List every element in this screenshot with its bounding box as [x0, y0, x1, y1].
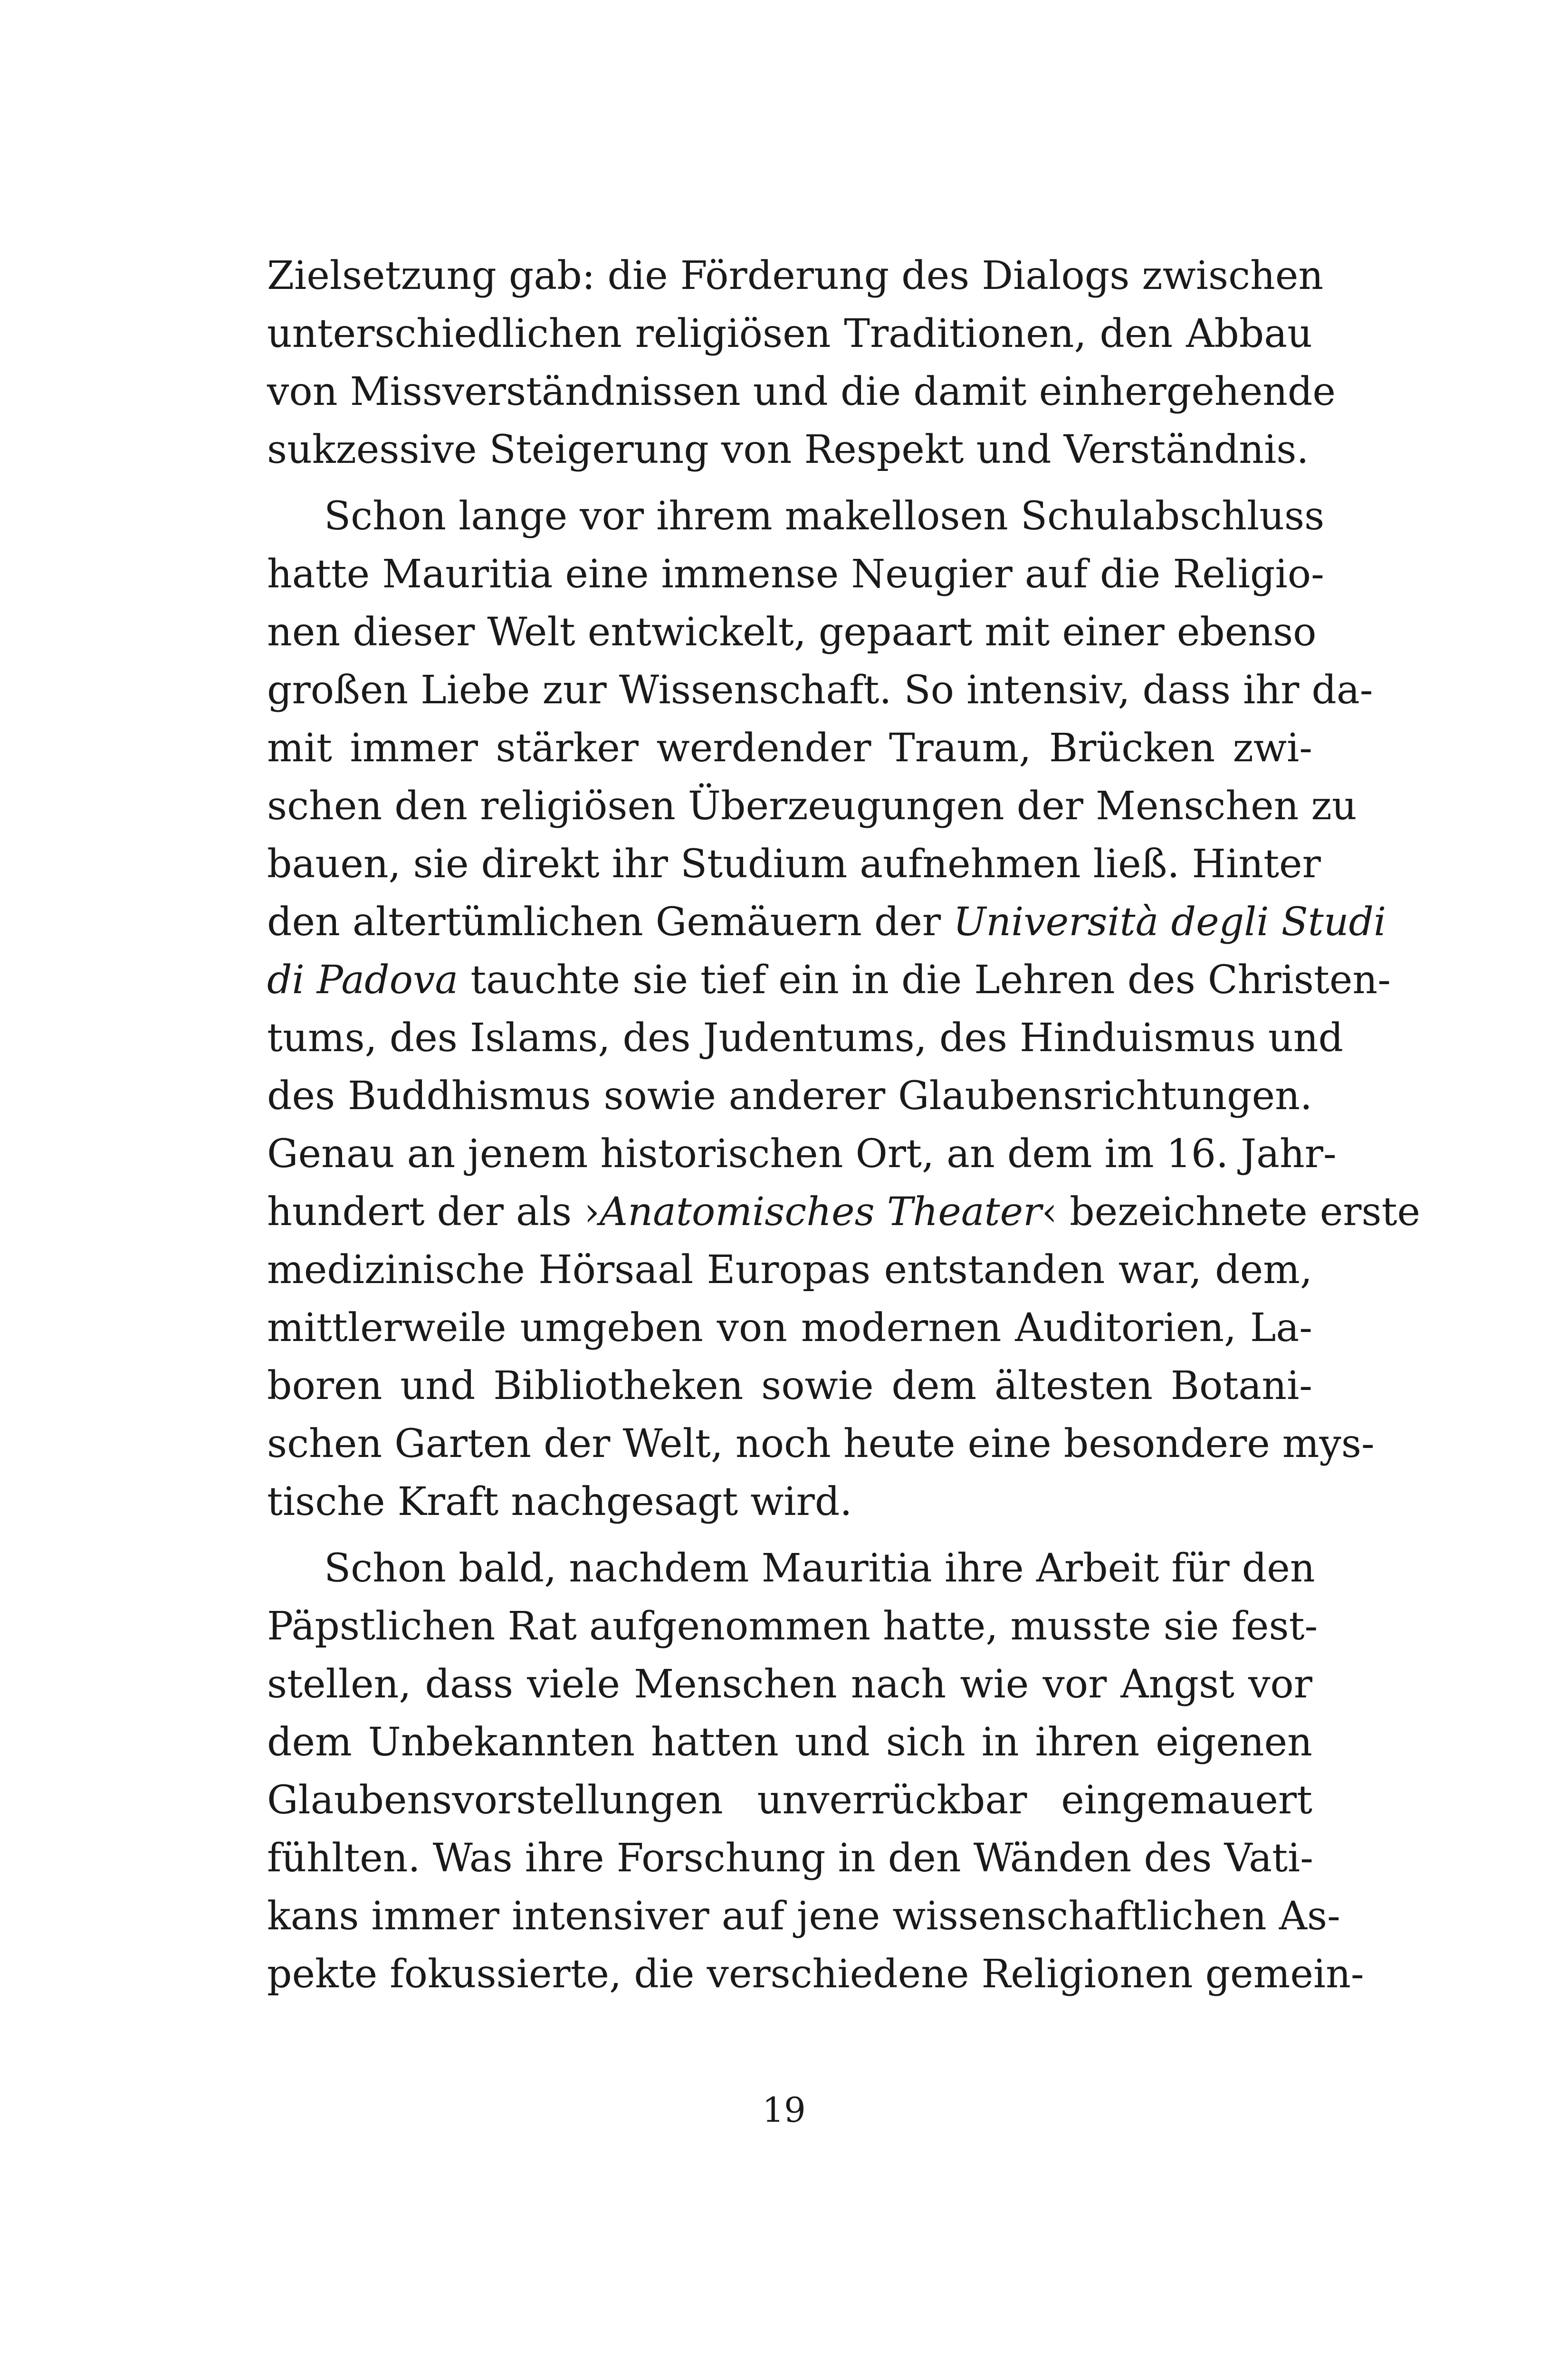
- text-segment: bauen, sie direkt ihr Studium aufnehmen ließ. Hinter: [267, 842, 1321, 887]
- text-segment: Genau an jenem historischen Ort, an dem im 16. Jahr-: [267, 1131, 1337, 1177]
- text-line: [267, 1415, 1375, 1473]
- text-line: [267, 421, 1312, 479]
- text-segment: mittlerweile umgeben von modernen Auditorien, La-: [267, 1305, 1312, 1351]
- italic-text: di Padova: [267, 958, 459, 1003]
- paragraph: [267, 1540, 1364, 2003]
- text-line: [267, 247, 1324, 305]
- text-segment: pekte fokussierte, die verschiedene Religionen gemein-: [267, 1952, 1364, 1997]
- text-line: [267, 1540, 1315, 1598]
- text-segment: mit immer stärker werdender Traum, Brücken zwi-: [267, 726, 1312, 771]
- text-line: [267, 719, 1312, 777]
- text-line: [267, 488, 1325, 546]
- text-segment: den altertümlichen Gemäuern der: [267, 900, 954, 945]
- page-number: 19: [762, 2090, 806, 2130]
- text-line: [267, 1656, 1312, 1714]
- text-line: [267, 1598, 1318, 1656]
- paragraph-gap: [267, 1531, 1312, 1540]
- text-segment: medizinische Hörsaal Europas entstanden war, dem,: [267, 1247, 1312, 1293]
- text-line: [267, 777, 1357, 835]
- text-segment: stellen, dass viele Menschen nach wie vor Angst vor: [267, 1662, 1312, 1707]
- text-line: [267, 1887, 1340, 1945]
- text-segment: ‹ bezeichnete erste: [1042, 1189, 1421, 1235]
- paragraph: [267, 488, 1421, 1531]
- text-line: [267, 835, 1321, 893]
- italic-text: Anatomisches Theater: [600, 1189, 1042, 1235]
- text-segment: des Buddhismus sowie anderer Glaubensrichtungen.: [267, 1073, 1312, 1119]
- text-line: [267, 1067, 1312, 1125]
- text-segment: dem Unbekannten hatten und sich in ihren eigenen: [267, 1720, 1312, 1765]
- text-segment: tauchte sie tief ein in die Lehren des Christen-: [458, 958, 1391, 1003]
- text-segment: Zielsetzung gab: die Förderung des Dialogs zwischen: [267, 253, 1324, 298]
- text-line: [267, 951, 1391, 1009]
- text-segment: hatte Mauritia eine immense Neugier auf die Religio-: [267, 552, 1324, 597]
- text-segment: boren und Bibliotheken sowie dem ältesten Botani-: [267, 1363, 1312, 1408]
- text-segment: nen dieser Welt entwickelt, gepaart mit einer ebenso: [267, 610, 1317, 655]
- text-line: [267, 546, 1324, 604]
- text-segment: unterschiedlichen religiösen Traditionen, den Abbau: [267, 311, 1312, 356]
- text-segment: tische Kraft nachgesagt wird.: [267, 1479, 852, 1524]
- text-segment: schen den religiösen Überzeugungen der Menschen zu: [267, 784, 1357, 829]
- text-line: [267, 305, 1312, 363]
- paragraph: [267, 247, 1336, 479]
- text-line: [267, 1357, 1312, 1415]
- text-line: [267, 1241, 1312, 1299]
- text-line: [267, 1125, 1337, 1183]
- text-segment: tums, des Islams, des Judentums, des Hinduismus und: [267, 1016, 1344, 1061]
- text-line: [267, 1009, 1344, 1067]
- paragraph-gap: [267, 479, 1312, 488]
- text-segment: Glaubensvorstellungen unverrückbar eingemauert: [267, 1778, 1312, 1823]
- text-line: [267, 1183, 1421, 1241]
- text-line: [267, 1772, 1312, 1830]
- text-line: [267, 1945, 1364, 2003]
- text-line: [267, 363, 1336, 421]
- text-segment: schen Garten der Welt, noch heute eine besondere mys-: [267, 1421, 1375, 1466]
- text-segment: hundert der als ›: [267, 1189, 600, 1235]
- text-line: [267, 1473, 1312, 1531]
- body-text: [267, 247, 1421, 2003]
- text-segment: sukzessive Steigerung von Respekt und Verständnis.: [267, 427, 1309, 472]
- text-segment: großen Liebe zur Wissenschaft. So intensiv, dass ihr da-: [267, 668, 1373, 713]
- text-segment: Schon bald, nachdem Mauritia ihre Arbeit für den: [324, 1546, 1315, 1591]
- text-segment: von Missverständnissen und die damit einhergehende: [267, 369, 1336, 414]
- text-line: [267, 1714, 1312, 1772]
- text-line: [267, 604, 1317, 661]
- italic-text: Università degli Studi: [953, 900, 1386, 945]
- text-segment: Schon lange vor ihrem makellosen Schulabschluss: [324, 494, 1325, 539]
- text-line: [267, 893, 1386, 951]
- text-line: [267, 661, 1373, 719]
- text-segment: kans immer intensiver auf jene wissenschaftlichen As-: [267, 1894, 1340, 1939]
- text-segment: Päpstlichen Rat aufgenommen hatte, musste sie fest-: [267, 1604, 1318, 1649]
- text-line: [267, 1299, 1312, 1357]
- text-line: [267, 1830, 1312, 1887]
- text-segment: fühlten. Was ihre Forschung in den Wänden des Vati-: [267, 1836, 1313, 1881]
